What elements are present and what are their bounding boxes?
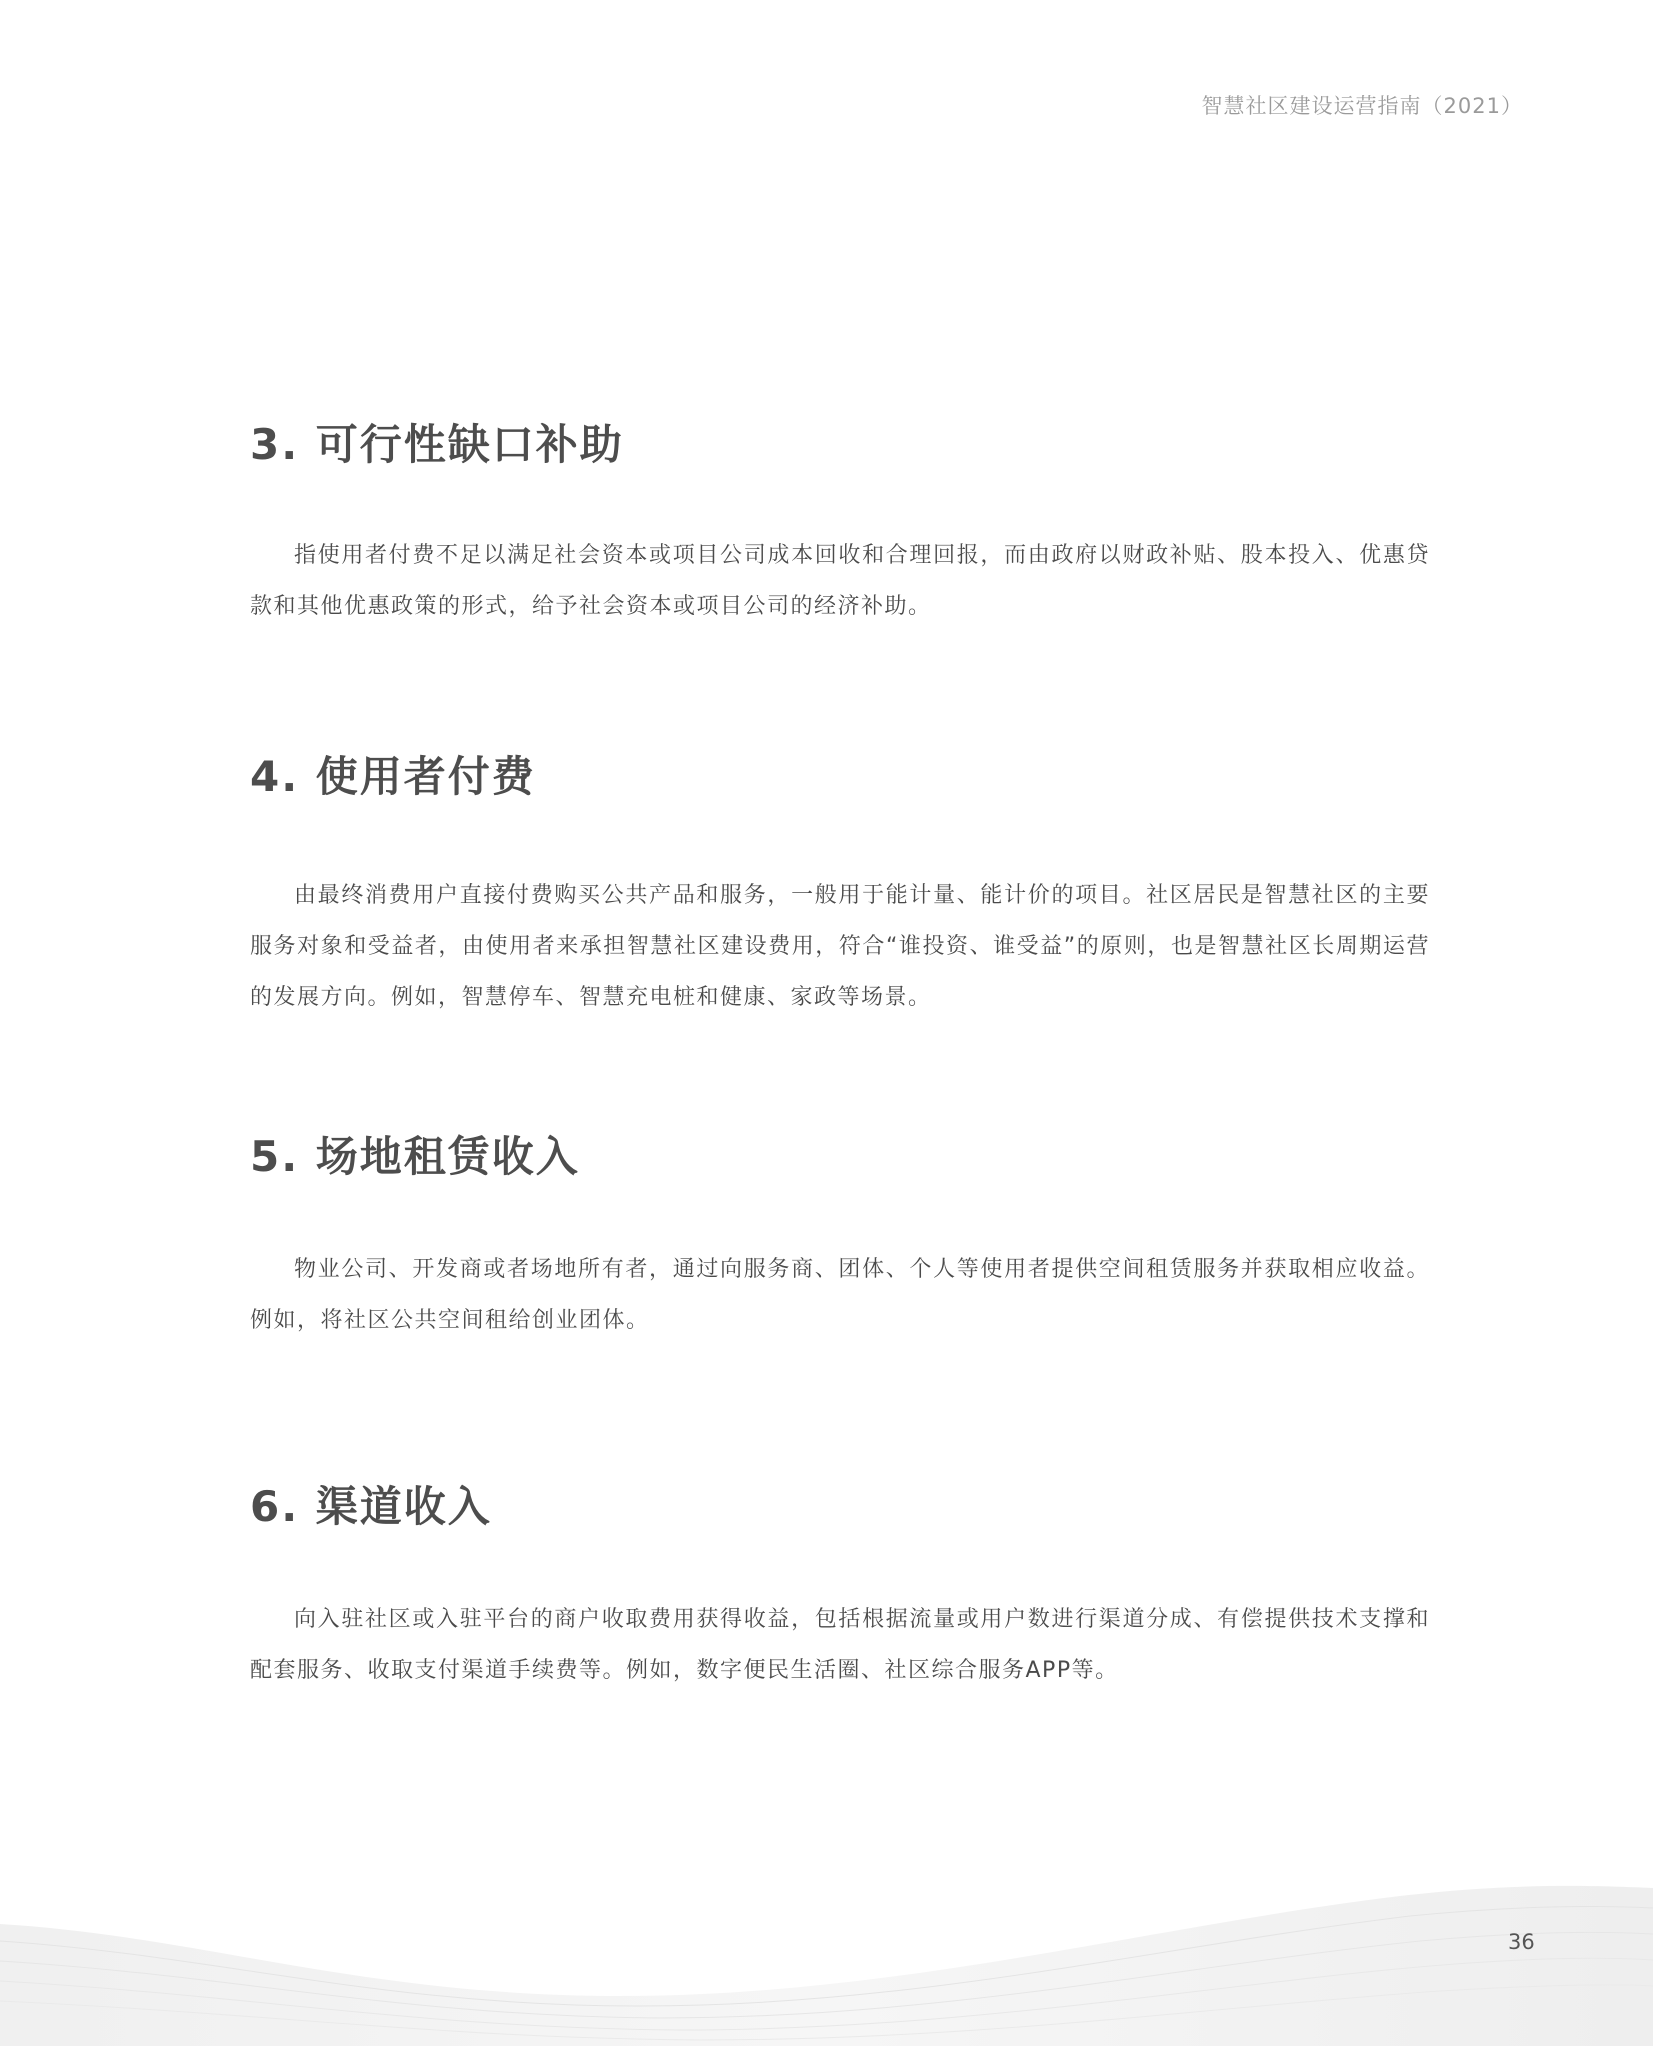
section-paragraph: 由最终消费用户直接付费购买公共产品和服务，一般用于能计量、能计价的项目。社区居民是智慧社区的主要服务对象和受益者，由使用者来承担智慧社区建设费用，符合“谁投资、谁受益”的原则，也是智慧社区长周期运营的发展方向。例如，智慧停车、智慧充电桩和健康、家政等场景。	[250, 883, 1430, 1011]
section-heading: 4. 使用者付费	[250, 752, 536, 801]
section-paragraph: 指使用者付费不足以满足社会资本或项目公司成本回收和合理回报，而由政府以财政补贴、股本投入、优惠贷款和其他优惠政策的形式，给予社会资本或项目公司的经济补助。	[250, 543, 1430, 620]
page-number: 36	[1508, 1930, 1535, 1954]
section-venue-rental-income	[250, 1132, 1430, 1346]
footer-wave-decoration	[0, 1846, 1653, 2046]
section-heading: 5. 场地租赁收入	[250, 1132, 580, 1181]
section-user-payment	[250, 752, 1430, 1023]
section-viability-gap-subsidy	[250, 420, 1430, 632]
section-channel-income	[250, 1482, 1430, 1696]
section-heading: 3. 可行性缺口补助	[250, 420, 624, 469]
running-header-title: 智慧社区建设运营指南（2021）	[1201, 94, 1523, 118]
section-paragraph: 物业公司、开发商或者场地所有者，通过向服务商、团体、个人等使用者提供空间租赁服务并获取相应收益。例如，将社区公共空间租给创业团体。	[250, 1257, 1430, 1334]
section-heading: 6. 渠道收入	[250, 1482, 492, 1531]
section-paragraph: 向入驻社区或入驻平台的商户收取费用获得收益，包括根据流量或用户数进行渠道分成、有偿提供技术支撑和配套服务、收取支付渠道手续费等。例如，数字便民生活圈、社区综合服务APP等。	[250, 1607, 1430, 1684]
